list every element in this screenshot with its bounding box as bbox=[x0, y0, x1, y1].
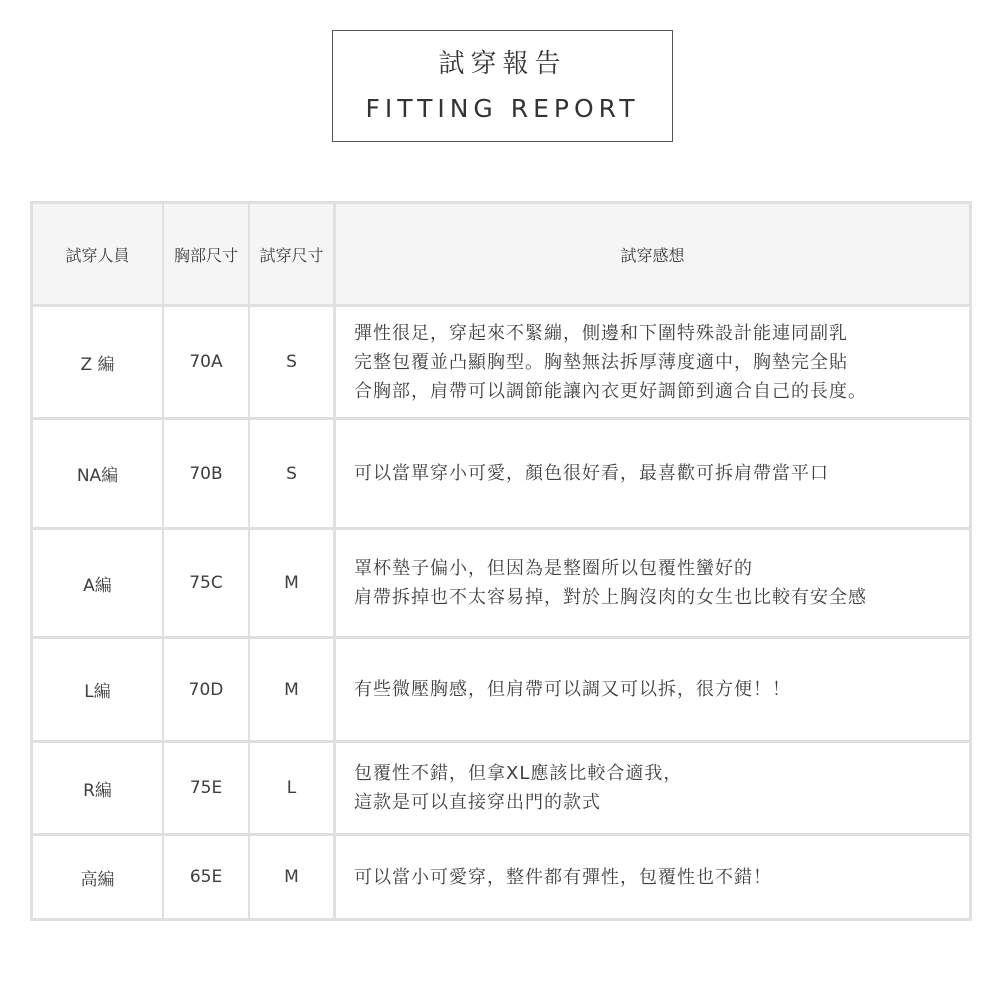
table-row-4-feedback: 有些微壓胸感，但肩帶可以調又可以拆，很方便！！ bbox=[336, 639, 969, 740]
fitting-report-table bbox=[30, 201, 972, 921]
header-tester: 試穿人員 bbox=[33, 204, 162, 304]
table-row-3-tester: A編 bbox=[33, 530, 162, 636]
table-row-1-size: S bbox=[250, 307, 333, 417]
table-row-4-bust: 70D bbox=[164, 639, 248, 740]
table-row-1-feedback: 彈性很足，穿起來不緊繃，側邊和下圍特殊設計能連同副乳 完整包覆並凸顯胸型。胸墊無法拆厚薄度適中，胸墊完全貼 合胸部，肩帶可以調節能讓內衣更好調節到適合自己的長度。 bbox=[336, 307, 969, 417]
table-row-5-size: L bbox=[250, 743, 333, 833]
report-title-chinese: 試穿報告 bbox=[438, 49, 567, 79]
table-row-3-size: M bbox=[250, 530, 333, 636]
header-bust-size: 胸部尺寸 bbox=[164, 204, 248, 304]
header-feedback: 試穿感想 bbox=[336, 204, 969, 304]
header-fitting-size: 試穿尺寸 bbox=[250, 204, 333, 304]
table-row-3-feedback: 罩杯墊子偏小，但因為是整圈所以包覆性蠻好的 肩帶拆掉也不太容易掉，對於上胸沒肉的女生也比較有安全感 bbox=[336, 530, 969, 636]
table-row-2-tester: NA編 bbox=[33, 420, 162, 527]
table-row-4-size: M bbox=[250, 639, 333, 740]
table-row-1-bust: 70A bbox=[164, 307, 248, 417]
table-row-6-size: M bbox=[250, 836, 333, 918]
table-row-5-tester: R編 bbox=[33, 743, 162, 833]
table-row-2-size: S bbox=[250, 420, 333, 527]
table-row-6-bust: 65E bbox=[164, 836, 248, 918]
report-title-box bbox=[332, 30, 673, 142]
table-row-1-tester: Z 編 bbox=[33, 307, 162, 417]
table-row-4-tester: L編 bbox=[33, 639, 162, 740]
table-row-5-feedback: 包覆性不錯，但拿XL應該比較合適我， 這款是可以直接穿出門的款式 bbox=[336, 743, 969, 833]
table-row-3-bust: 75C bbox=[164, 530, 248, 636]
table-row-6-tester: 高編 bbox=[33, 836, 162, 918]
table-row-2-bust: 70B bbox=[164, 420, 248, 527]
table-row-6-feedback: 可以當小可愛穿，整件都有彈性，包覆性也不錯！ bbox=[336, 836, 969, 918]
table-row-2-feedback: 可以當單穿小可愛，顏色很好看，最喜歡可拆肩帶當平口 bbox=[336, 420, 969, 527]
report-title-english: FITTING REPORT bbox=[365, 94, 640, 123]
table-row-5-bust: 75E bbox=[164, 743, 248, 833]
